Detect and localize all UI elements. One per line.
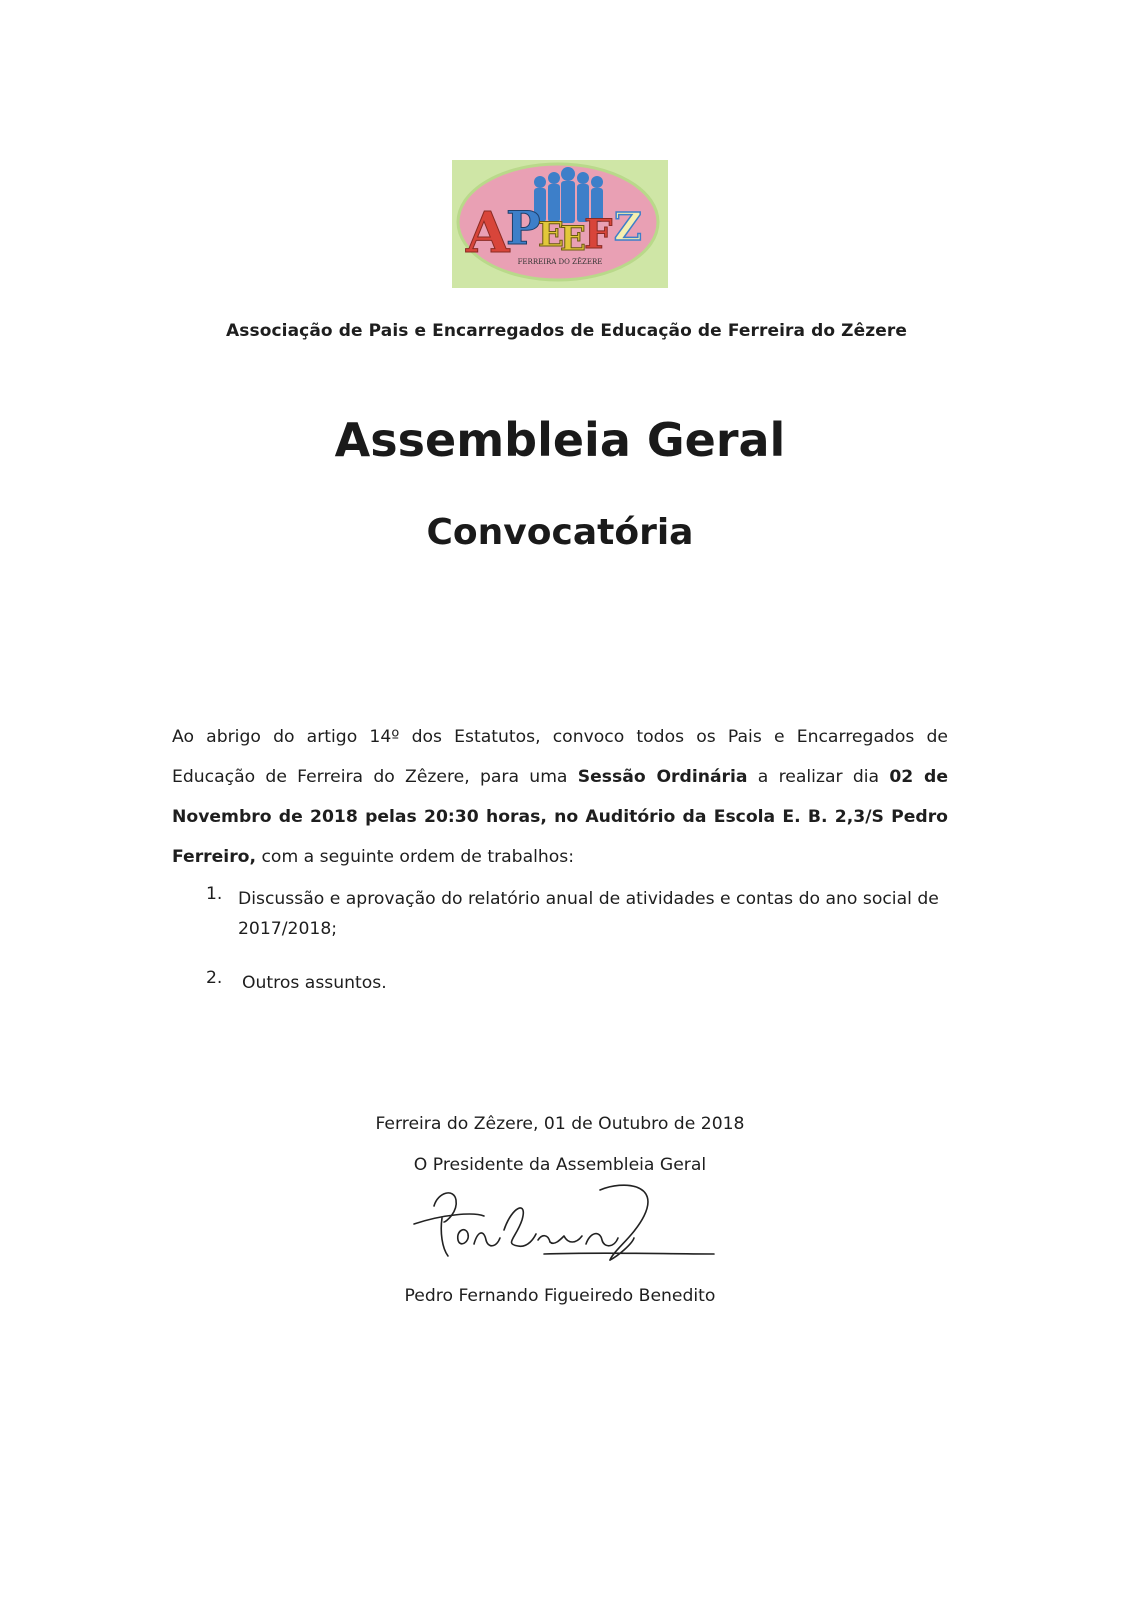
signatory-name: Pedro Fernando Figueiredo Benedito [404,1286,716,1306]
organization-name: Associação de Pais e Encarregados de Educação de Ferreira do Zêzere [226,321,907,341]
agenda-item-number: 2. [206,968,223,988]
place-and-date: Ferreira do Zêzere, 01 de Outubro de 2018 [375,1114,745,1134]
agenda-item-number: 1. [206,884,223,904]
paragraph-text: com a seguinte ordem de trabalhos: [256,847,575,867]
svg-text:Z: Z [614,204,642,249]
signatory-role: O Presidente da Assembleia Geral [413,1155,707,1175]
paragraph-text: a realizar dia [747,767,890,787]
svg-text:A: A [466,200,510,266]
svg-text:E: E [560,219,586,259]
agenda-item-text: Discussão e aprovação do relatório anual de atividades e contas do ano social de 2017/2018; [238,889,939,939]
session-date-location: 02 de Novembro de 2018 pelas 20:30 horas, no Auditório da Escola E. B. 2,3/S Pedro Ferreiro, [172,767,948,867]
convocation-paragraph [172,717,948,877]
logo-graphic [452,160,668,288]
agenda-item-text: Outros assuntos. [242,973,387,993]
document-subtitle: Convocatória [426,512,694,553]
svg-text:F: F [584,211,613,258]
document-title: Assembleia Geral [334,413,786,467]
svg-text:E: E [538,215,564,255]
session-type: Sessão Ordinária [577,767,748,787]
svg-text:P: P [506,201,541,255]
handwritten-signature [404,1160,724,1270]
paragraph-text: Ao abrigo do artigo 14º dos Estatutos, convoco todos os Pais e Encarregados de Educação de Ferreira do Zêzere, para uma [172,727,948,787]
organization-logo [452,160,668,288]
svg-text:FERREIRA DO ZÊZERE: FERREIRA DO ZÊZERE [517,258,603,266]
